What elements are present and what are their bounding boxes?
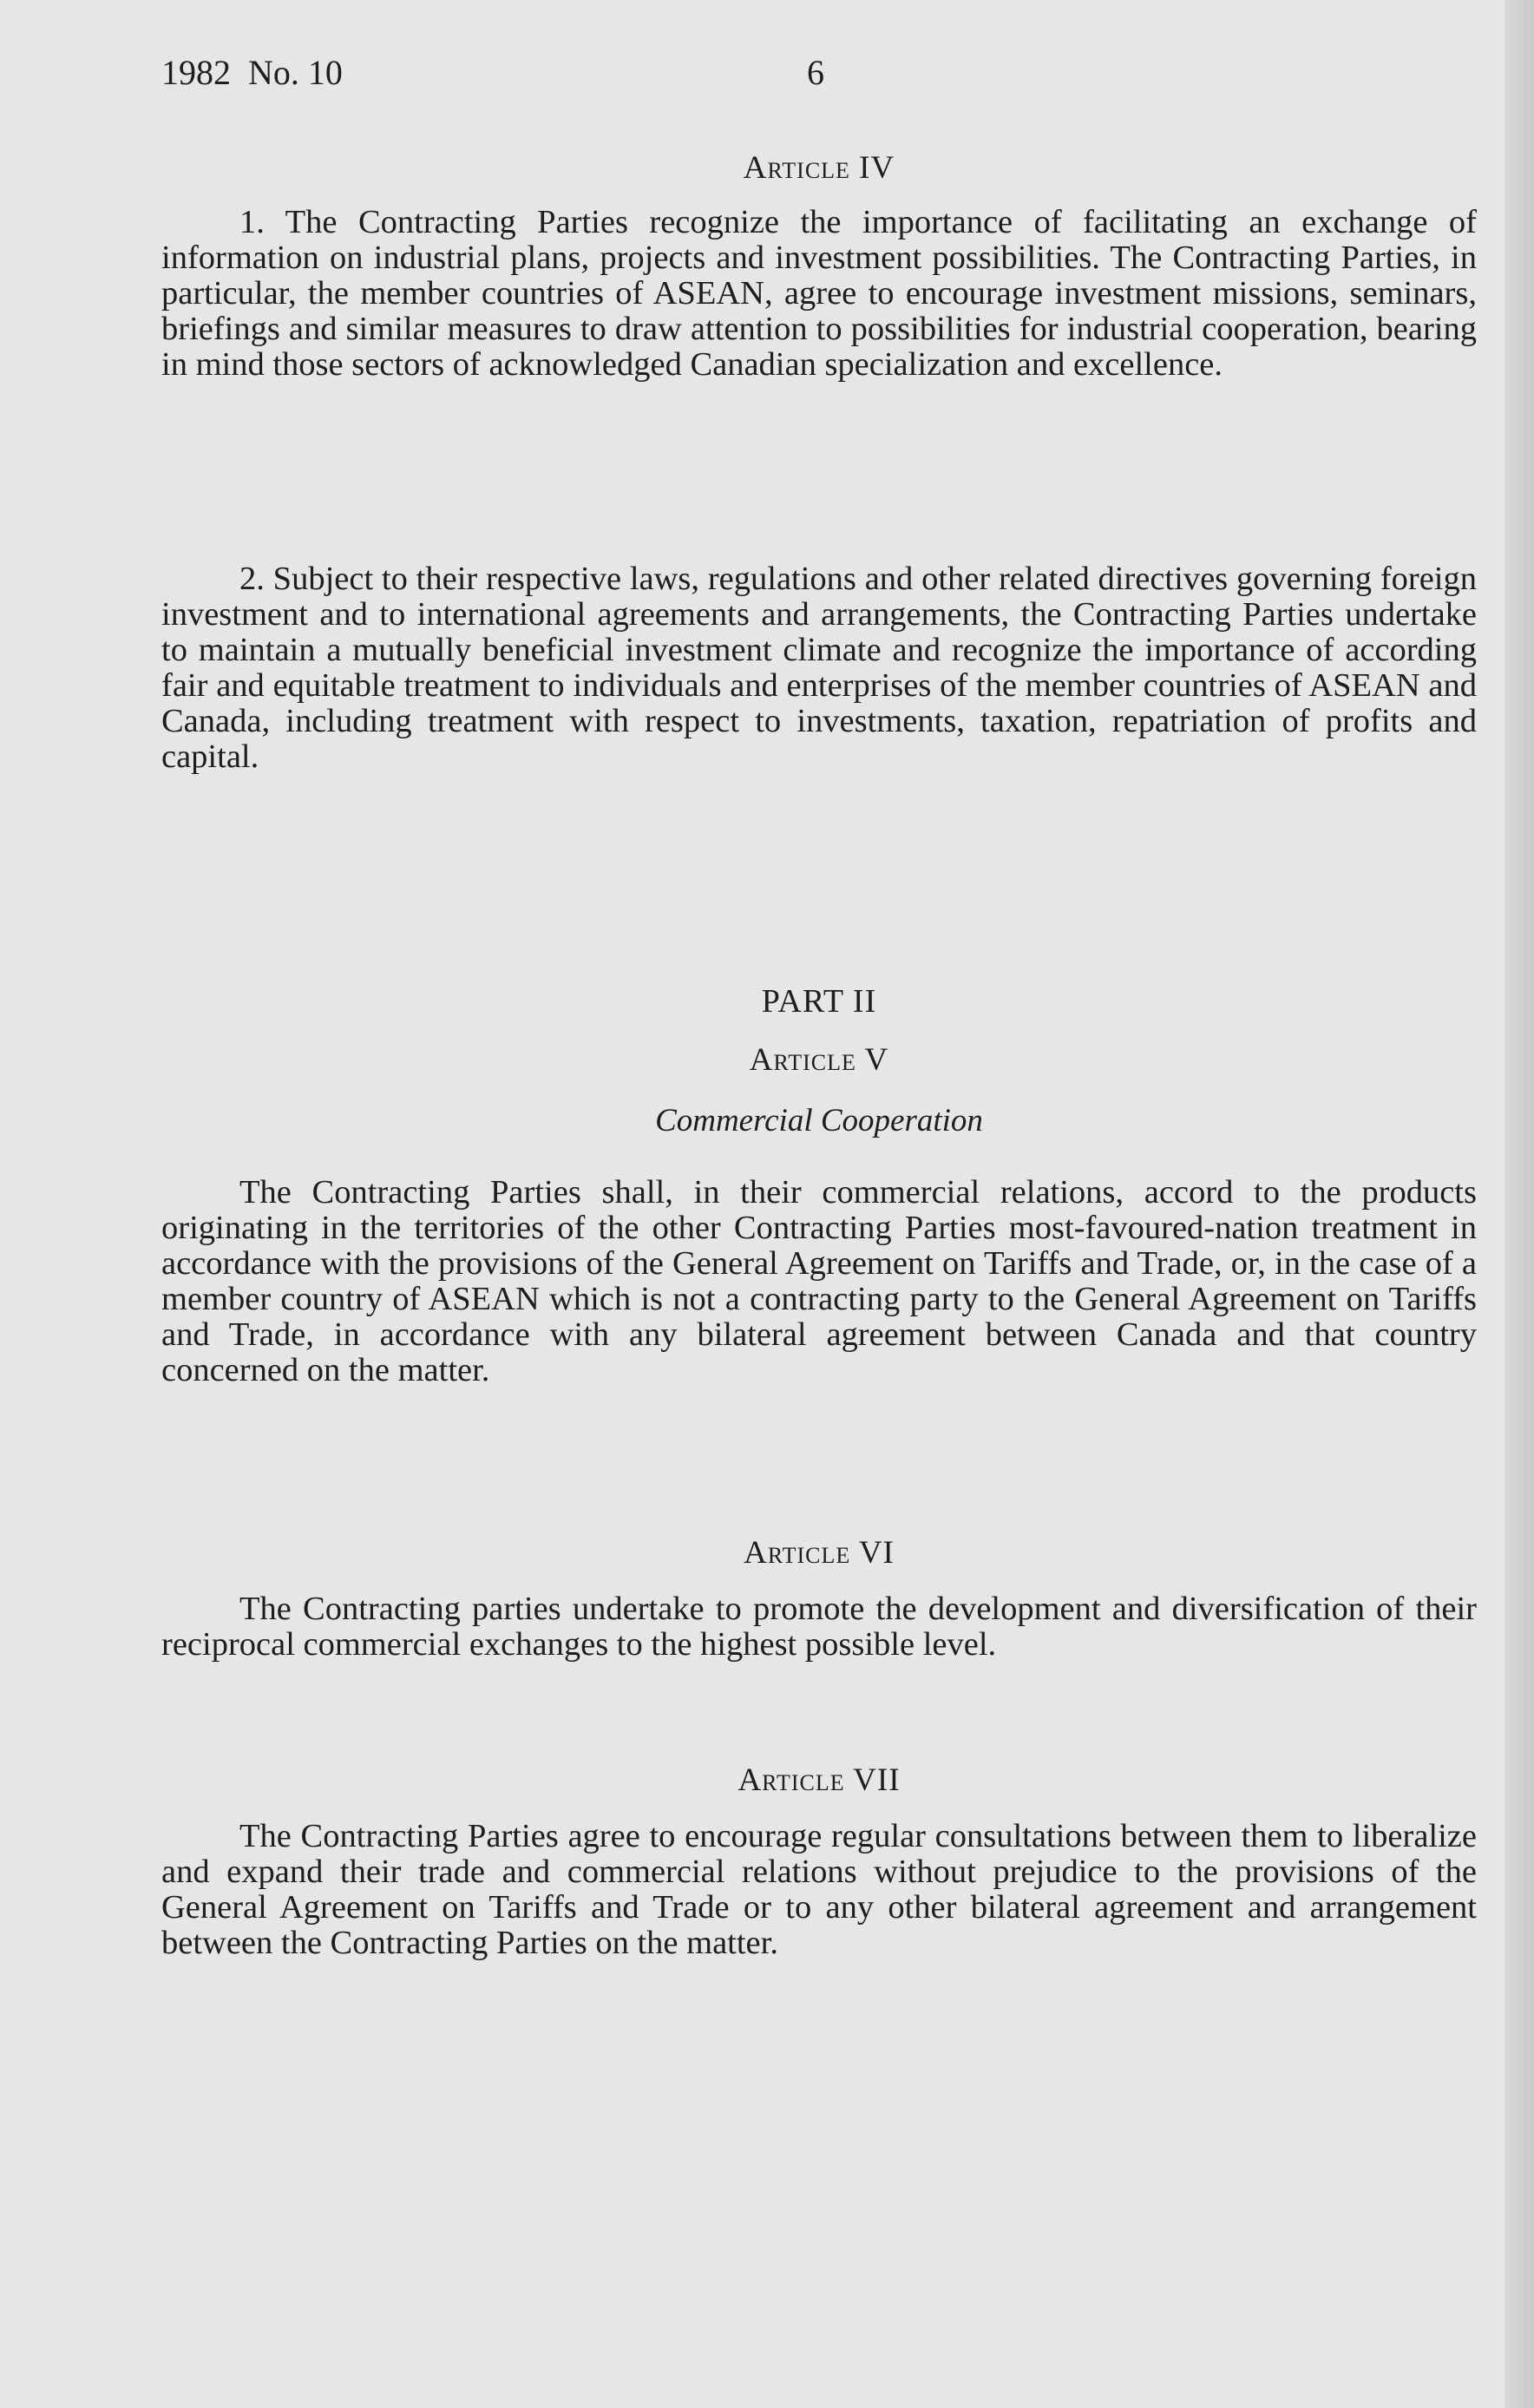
- article-v-para: The Contracting Parties shall, in their commercial relations, accord to the products originating in the territories of the other Contracting Parties most-favoured-nation treatment in accordance with the provisions of the General Agreement on Tariffs and Trade, or, in the case of a member country of ASEAN which is not a contracting party to the General Agreement on Tariffs and Trade, in accordance with any bilateral agreement between Canada and that country concerned on the matter.: [161, 1174, 1477, 1388]
- part-ii-heading: PART II: [761, 983, 877, 1020]
- article-v-subheading: Commercial Cooperation: [655, 1103, 983, 1138]
- header-number: No. 10: [248, 53, 343, 92]
- article-iv-para-2-block: [161, 561, 1477, 775]
- page-number: 6: [807, 53, 824, 92]
- header-reference: [161, 52, 343, 93]
- page-edge-shadow: [1504, 0, 1534, 2408]
- article-iv-heading: Article IV: [743, 150, 895, 186]
- article-v-heading: Article V: [749, 1042, 889, 1078]
- article-vii-para: The Contracting Parties agree to encourage regular consultations between them to liberalize and expand their trade and commercial relations without prejudice to the provisions of the General Agreement on Tariffs and Trade or to any other bilateral agreement and arrangement between the Contracting Parties on the matter.: [161, 1818, 1477, 1961]
- article-iv-para-1-block: [161, 205, 1477, 383]
- article-vii-para-block: [161, 1819, 1477, 1961]
- article-vi-para-block: [161, 1591, 1477, 1663]
- page-header: [161, 52, 1463, 104]
- article-iv-para-2: 2. Subject to their respective laws, regulations and other related directives governing foreign investment and to international agreements and arrangements, the Contracting Parties undertake to maintain a mutually beneficial investment climate and recognize the importance of according fair and equitable treatment to individuals and enterprises of the member countries of ASEAN and Canada, including treatment with respect to investments, taxation, repatriation of profits and capital.: [161, 561, 1477, 775]
- header-year: 1982: [161, 53, 231, 92]
- article-iv-para-1: 1. The Contracting Parties recognize the importance of facilitating an exchange of information on industrial plans, projects and investment possibilities. The Contracting Parties, in particular, the member countries of ASEAN, agree to encourage investment missions, seminars, briefings and similar measures to draw attention to possibilities for industrial cooperation, bearing in mind those sectors of acknowledged Canadian specialization and excellence.: [161, 204, 1477, 383]
- article-vi-para: The Contracting parties undertake to promote the development and diversification of their reciprocal commercial exchanges to the highest possible level.: [161, 1591, 1477, 1663]
- article-v-para-block: [161, 1175, 1477, 1388]
- article-vi-heading: Article VI: [744, 1535, 895, 1571]
- article-vii-heading: Article VII: [738, 1762, 901, 1798]
